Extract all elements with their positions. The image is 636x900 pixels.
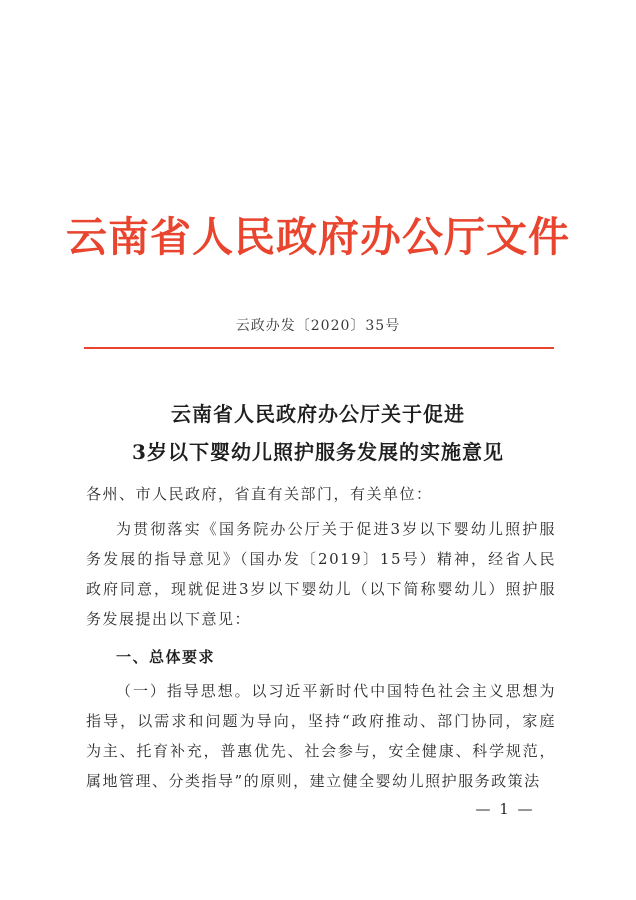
intro-paragraph: 为贯彻落实《国务院办公厅关于促进3岁以下婴幼儿照护服务发展的指导意见》（国办发〔2019〕15号）精神，经省人民政府同意，现就促进3岁以下婴幼儿（以下简称婴幼儿）照护服务发展提出以下意见：: [86, 520, 556, 628]
salutation: 各州、市人民政府，省直有关部门，有关单位：: [86, 485, 433, 503]
document-number: 云政办发〔2020〕35号: [235, 318, 401, 334]
document-title-line-2: 3岁以下婴幼儿照护服务发展的实施意见: [132, 440, 504, 464]
page-number: — 1 —: [475, 800, 535, 818]
red-separator-line: [84, 347, 554, 349]
document-title-line-1: 云南省人民政府办公厅关于促进: [171, 402, 465, 426]
issuer-header-title: 云南省人民政府办公厅文件: [66, 213, 570, 261]
section-heading: 一、总体要求: [116, 648, 216, 666]
guiding-ideology-paragraph: （一）指导思想。以习近平新时代中国特色社会主义思想为指导，以需求和问题为导向，坚持“政府推动、部门协同，家庭为主、托育补充，普惠优先、社会参与，安全健康、科学规范，属地管理、分类指导”的原则，建立健全婴幼儿照护服务政策法: [86, 682, 556, 790]
